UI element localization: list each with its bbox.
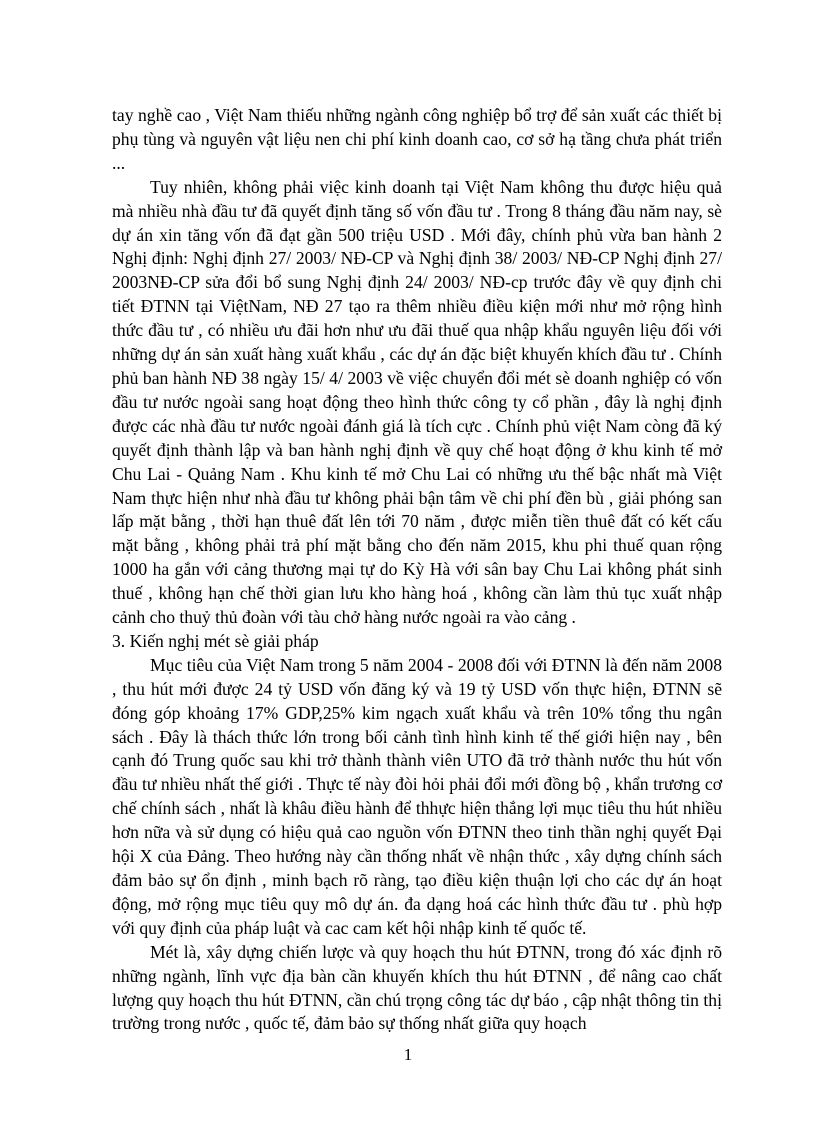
paragraph-objectives: Mục tiêu của Việt Nam trong 5 năm 2004 - 2008 đối với ĐTNN là đến năm 2008 , thu hút mới được 24 tỷ USD vốn đăng ký và 19 tỷ USD vốn thực hiện, ĐTNN sẽ đóng góp khoảng 17% GDP,25% kim ngạch xuất khẩu và trên 10% tổng thu ngân sách . Đây là thách thức lớn trong bối cảnh tình hình kinh tế thế giới hiện nay , bên cạnh đó Trung quốc sau khi trở thành thành viên UTO đã trở thành nước thu hút vốn đầu tư nhiều nhất thế giới . Thực tế này đòi hỏi phải đổi mới đồng bộ , khẩn trương cơ chế chính sách , nhất là khâu điều hành để thhực hiện thắng lợi mục tiêu thu hút nhiều hơn nữa và sử dụng có hiệu quả cao nguồn vốn ĐTNN theo tinh thần nghị quyết Đại hội X của Đảng. Theo hướng này cần thống nhất về nhận thức , xây dựng chính sách đảm bảo sự ổn định , minh bạch rõ ràng, tạo điều kiện thuận lợi cho các dự án hoạt động, mở rộng mục tiêu quy mô dự án. đa dạng hoá các hình thức đầu tư . phù hợp với quy định của pháp luật và cac cam kết hội nhập kinh tế quốc tế. bbox=[112, 654, 722, 938]
paragraph-continuation: tay nghề cao , Việt Nam thiếu những ngành công nghiệp bổ trợ để sản xuất các thiết bị phụ tùng và nguyên vật liệu nen chi phí kinh doanh cao, cơ sở hạ tầng chưa phát triển ... bbox=[112, 105, 722, 173]
page-number: 1 bbox=[403, 1045, 413, 1064]
document-body bbox=[112, 104, 722, 1036]
paragraph-first-solution: Mét là, xây dựng chiến lược và quy hoạch thu hút ĐTNN, trong đó xác định rõ những ngành, lĩnh vực địa bàn cần khuyến khích thu hút ĐTNN , để nâng cao chất lượng quy hoạch thu hút ĐTNN, cần chú trọng công tác dự báo , cập nhật thông tin thị trường trong nước , quốc tế, đảm bảo sự thống nhất giữa quy hoạch bbox=[112, 941, 722, 1034]
paragraph-investment-decrees: Tuy nhiên, không phải việc kinh doanh tại Việt Nam không thu được hiệu quả mà nhiều nhà đầu tư đã quyết định tăng số vốn đầu tư . Trong 8 tháng đầu năm nay, sè dự án xin tăng vốn đã đạt gần 500 triệu USD . Mới đây, chính phủ vừa ban hành 2 Nghị định: Nghị định 27/ 2003/ NĐ-CP và Nghị định 38/ 2003/ NĐ-CP Nghị định 27/ 2003NĐ-CP sửa đổi bổ sung Nghị định 24/ 2003/ NĐ-cp trước đây về quy định chi tiết ĐTNN tại ViệtNam, NĐ 27 tạo ra thêm nhiều điều kiện mới như mở rộng hình thức đầu tư , có nhiều ưu đãi hơn như ưu đãi thuế qua nhập khẩu nguyên liệu đối với những dự án sản xuất hàng xuất khẩu , các dự án đặc biệt khuyến khích đầu tư . Chính phủ ban hành NĐ 38 ngày 15/ 4/ 2003 về việc chuyển đổi mét sè doanh nghiệp có vốn đầu tư nước ngoài sang hoạt động theo hình thức công ty cổ phần , đây là nghị định được các nhà đầu tư nước ngoài đánh giá là tích cực . Chính phủ việt Nam còng đã ký quyết định thành lập và ban hành nghị định về quy chế hoạt động ở khu kinh tế mở Chu Lai - Quảng Nam . Khu kinh tế mở Chu Lai có những ưu thế bậc nhất mà Việt Nam thực hiện như nhà đầu tư không phải bận tâm về chi phí đền bù , giải phóng san lấp mặt bằng , thời hạn thuê đất lên tới 70 năm , được miễn tiền thuê đất có kết cấu mặt bằng , không phải trả phí mặt bằng cho đến năm 2015, khu phi thuế quan rộng 1000 ha gắn với cảng thương mại tự do Kỳ Hà với sân bay Chu Lai không phát sinh thuế , không hạn chế thời gian lưu kho hàng hoá , không cần làm thủ tục xuất nhập cảnh cho thuỷ thủ đoàn với tàu chở hàng nước ngoài ra vào cảng . bbox=[112, 176, 722, 628]
section-heading: 3. Kiến nghị mét sè giải pháp bbox=[112, 630, 319, 651]
